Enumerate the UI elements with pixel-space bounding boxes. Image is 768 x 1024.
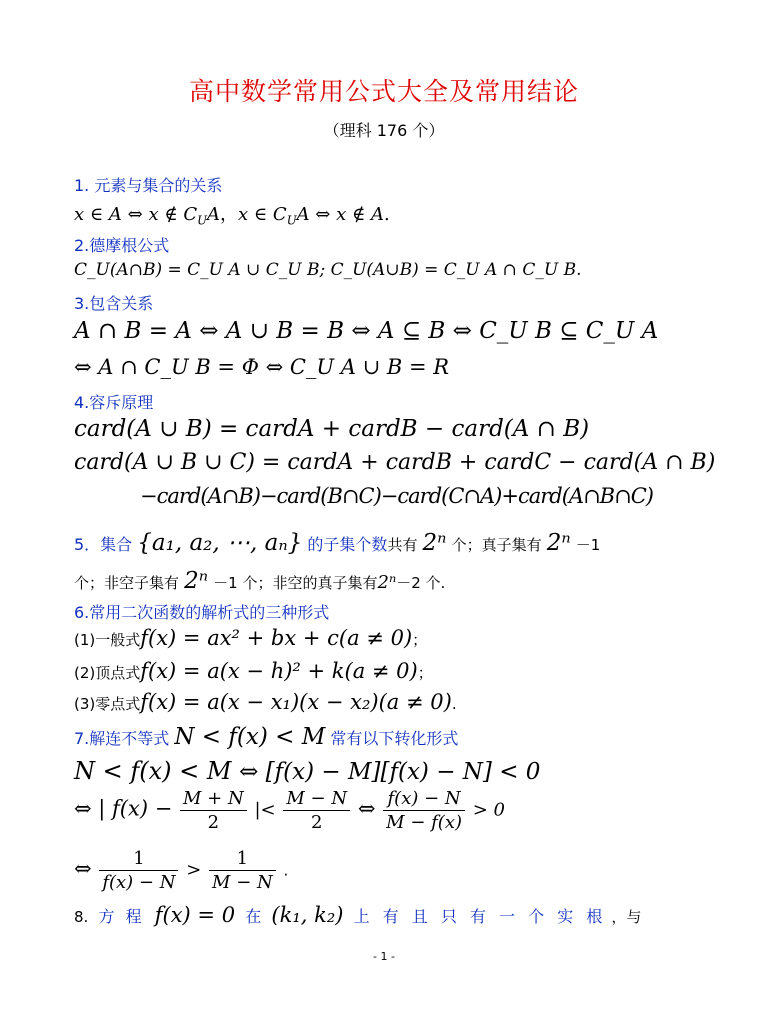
- fraction: $\frac{1}{f(x) - N}$: [99, 848, 178, 893]
- section-8-line-1: 8. 方 程 f(x) = 0 在 (k₁, k₂) 上 有 且 只 有 一 个 实 根 ，与: [74, 903, 642, 927]
- section-5-line-1: 5．集合 {a₁, a₂, ⋯, aₙ} 的子集个数共有 2ⁿ 个；真子集有 2ⁿ －1: [74, 530, 601, 556]
- fraction: $\frac{M - N}{2}$: [283, 788, 350, 833]
- section-7-line-2: ⇔ | f(x) − $\frac{M + N}{2}$ |< $\frac{M - N}{2}$ ⇔ $\frac{f(x) - N}{M - f(x)}$ > 0: [74, 788, 505, 833]
- section-2-heading: 2.德摩根公式: [74, 236, 170, 255]
- page-number: - 1 -: [373, 950, 395, 963]
- page-subtitle: （理科 176 个）: [323, 121, 445, 140]
- fraction: $\frac{M + N}{2}$: [180, 788, 247, 833]
- page-title: 高中数学常用公式大全及常用结论: [188, 77, 579, 106]
- section-1-formula: x ∈ A ⇔ x ∉ $C_UA$，x ∈ $C_UA$ ⇔ x ∉ A.: [74, 204, 390, 228]
- section-5-line-2: 个；非空子集有 2ⁿ －1 个；非空的真子集有2ⁿ－2 个.: [74, 568, 446, 594]
- fraction: $\frac{1}{M - N}$: [209, 848, 276, 893]
- section-7-line-3: ⇔ $\frac{1}{f(x) - N}$ > $\frac{1}{M - N}$ .: [74, 848, 289, 893]
- section-6-line-2: (2)顶点式f(x) = a(x − h)² + k(a ≠ 0)；: [74, 659, 433, 683]
- section-7-heading: 7.解连不等式 N < f(x) < M 常有以下转化形式: [74, 724, 459, 750]
- section-2-formula: C_U(A∩B) = C_U A ∪ C_U B; C_U(A∪B) = C_U A ∩ C_U B.: [74, 260, 582, 280]
- section-3-heading: 3.包含关系: [74, 294, 154, 313]
- section-4-line-1: card(A ∪ B) = cardA + cardB − card(A ∩ B): [74, 416, 590, 442]
- section-6-heading: 6.常用二次函数的解析式的三种形式: [74, 603, 330, 622]
- section-6-line-3: (3)零点式f(x) = a(x − x₁)(x − x₂)(a ≠ 0).: [74, 690, 457, 714]
- section-3-line-2: ⇔ A ∩ C_U B = Φ ⇔ C_U A ∪ B = R: [74, 355, 450, 379]
- section-4-heading: 4.容斥原理: [74, 393, 154, 412]
- section-1-heading: 1. 元素与集合的关系: [74, 176, 223, 195]
- section-6-line-1: (1)一般式f(x) = ax² + bx + c(a ≠ 0)；: [74, 626, 428, 650]
- section-4-line-3: −card(A∩B)−card(B∩C)−card(C∩A)+card(A∩B∩C): [140, 484, 653, 508]
- section-4-line-2: card(A ∪ B ∪ C) = cardA + cardB + cardC − card(A ∩ B): [74, 450, 716, 475]
- section-7-line-1: N < f(x) < M ⇔ [f(x) − M][f(x) − N] < 0: [74, 757, 541, 785]
- fraction: $\frac{f(x) - N}{M - f(x)}$: [383, 788, 465, 833]
- section-3-line-1: A ∩ B = A ⇔ A ∪ B = B ⇔ A ⊆ B ⇔ C_U B ⊆ C_U A: [74, 318, 659, 344]
